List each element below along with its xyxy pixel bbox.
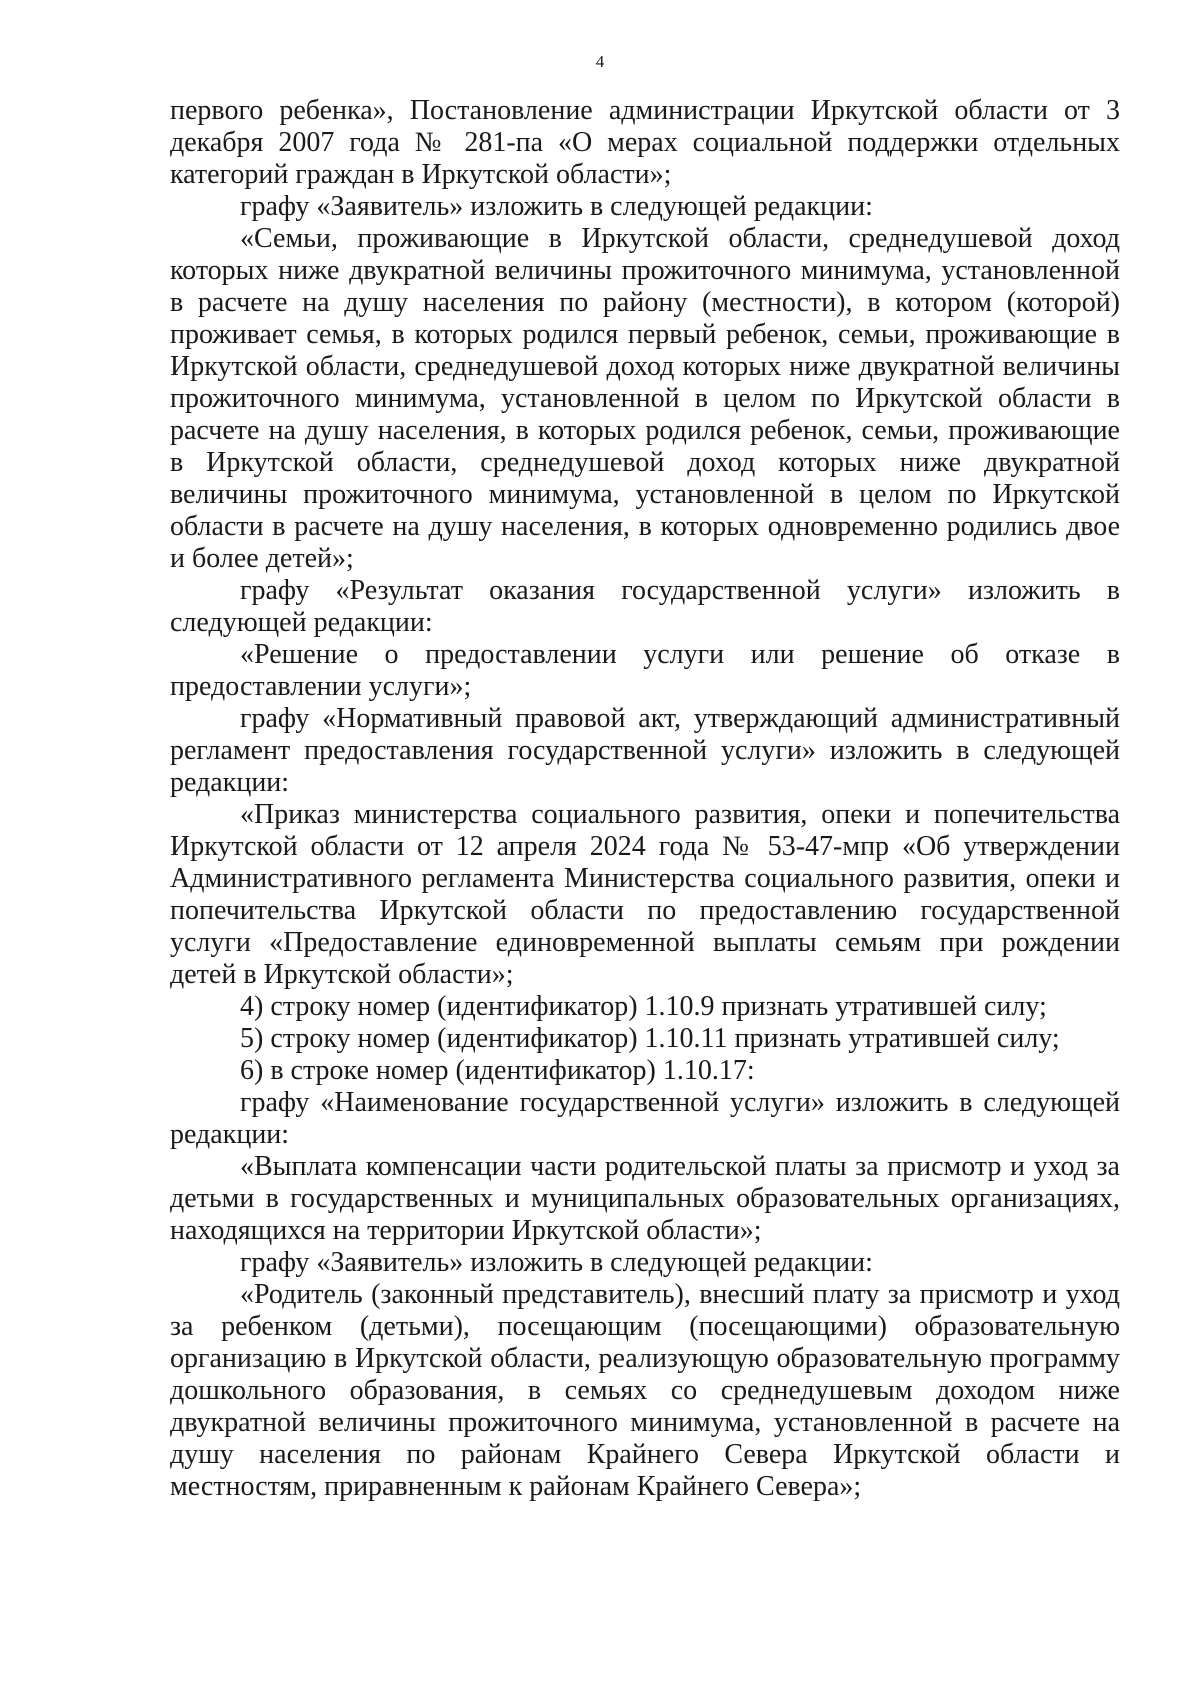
paragraph: «Родитель (законный представитель), внесший плату за присмотр и уход за ребенком (детьми), посещающим (посещающими) образовательную организацию в Иркутской области, реализующую образовательную программу дошкольного образования, в семьях со среднедушевым доходом ниже двукратной величины прожиточного минимума, установленной в расчете на душу населения по районам Крайнего Севера Иркутской области и местностям, приравненным к районам Крайнего Севера»; (170, 1279, 1120, 1502)
paragraph: «Решение о предоставлении услуги или решение об отказе в предоставлении услуги»; (170, 639, 1120, 702)
list-item: 5) строку номер (идентификатор) 1.10.11 признать утратившей силу; (240, 1023, 1060, 1054)
paragraph: «Семьи, проживающие в Иркутской области, среднедушевой доход которых ниже двукратной величины прожиточного минимума, установленной в расчете на душу населения по району (местности), в котором (которой) проживает семья, в которых родился первый ребенок, семьи, проживающие в Иркутской области, среднедушевой доход которых ниже двукратной величины прожиточного минимума, установленной в целом по Иркутской области в расчете на душу населения, в которых родился ребенок, семьи, проживающие в Иркутской области, среднедушевой доход которых ниже двукратной величины прожиточного минимума, установленной в целом по Иркутской области в расчете на душу населения, в которых одновременно родились двое и более детей»; (170, 223, 1120, 574)
paragraph: графу «Наименование государственной услуги» изложить в следующей редакции: (170, 1087, 1120, 1150)
document-body (170, 95, 1120, 1503)
list-item: 4) строку номер (идентификатор) 1.10.9 признать утратившей силу; (240, 991, 1047, 1022)
paragraph: графу «Заявитель» изложить в следующей редакции: (240, 191, 873, 222)
page-number: 4 (595, 52, 605, 71)
paragraph: графу «Нормативный правовой акт, утверждающий административный регламент предоставления государственной услуги» изложить в следующей редакции: (170, 703, 1120, 798)
paragraph: графу «Результат оказания государственной услуги» изложить в следующей редакции: (170, 575, 1120, 638)
paragraph: «Выплата компенсации части родительской платы за присмотр и уход за детьми в государственных и муниципальных образовательных организациях, находящихся на территории Иркутской области»; (170, 1151, 1120, 1246)
paragraph: первого ребенка», Постановление администрации Иркутской области от 3 декабря 2007 года № 281-па «О мерах социальной поддержки отдельных категорий граждан в Иркутской области»; (170, 95, 1120, 190)
paragraph: «Приказ министерства социального развития, опеки и попечительства Иркутской области от 12 апреля 2024 года № 53-47-мпр «Об утверждении Административного регламента Министерства социального развития, опеки и попечительства Иркутской области по предоставлению государственной услуги «Предоставление единовременной выплаты семьям при рождении детей в Иркутской области»; (170, 799, 1120, 990)
paragraph: графу «Заявитель» изложить в следующей редакции: (240, 1247, 873, 1278)
list-item: 6) в строке номер (идентификатор) 1.10.17: (240, 1055, 755, 1086)
